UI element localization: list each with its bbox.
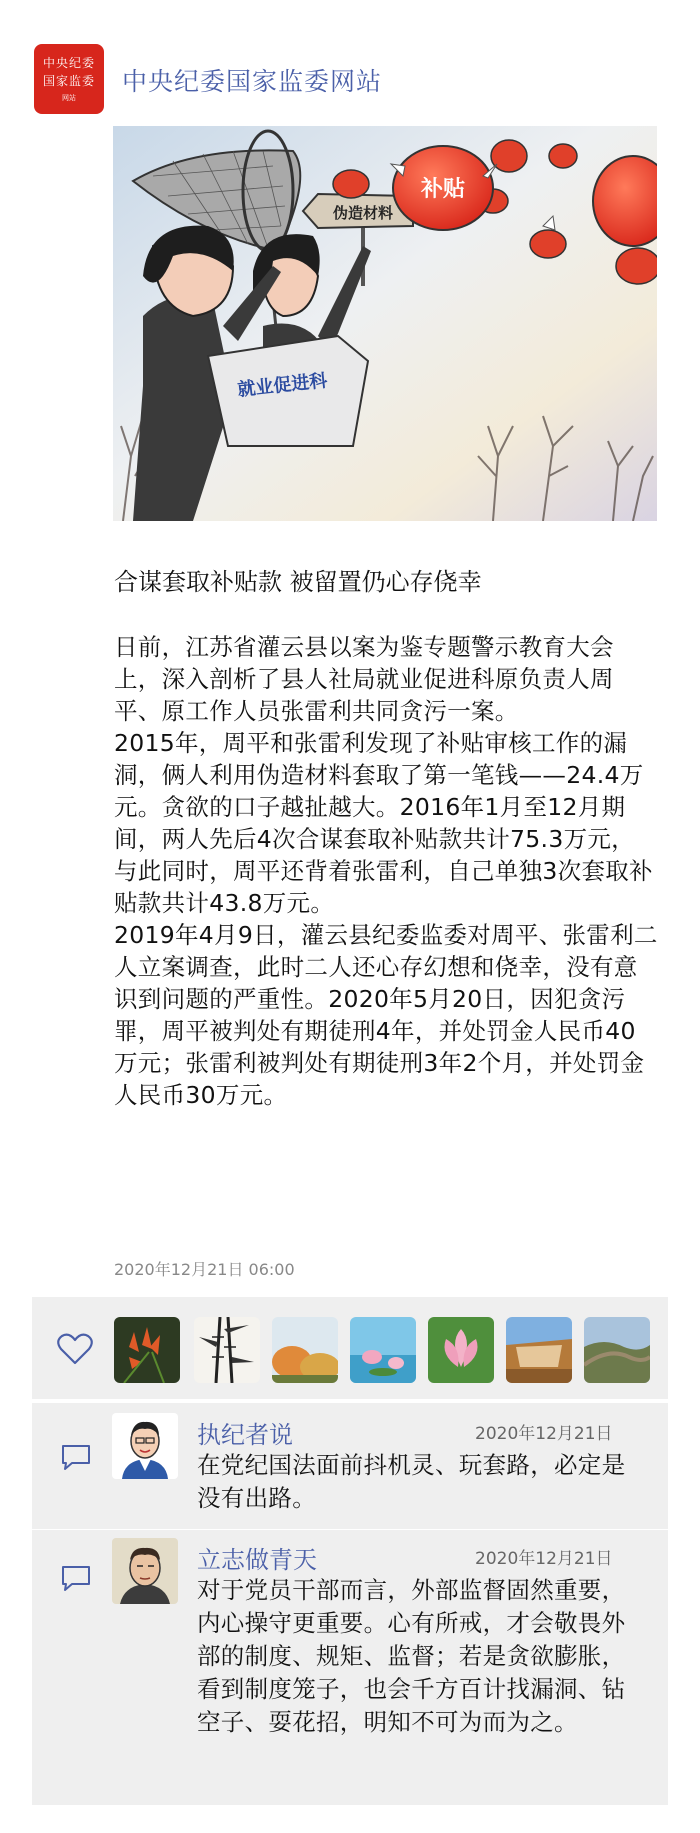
article-body (114, 631, 658, 1111)
comment-icon[interactable] (60, 1443, 92, 1471)
article-paragraph-3: 2019年4月9日，灌云县纪委监委对周平、张雷利二人立案调查，此时二人还心存幻想和侥幸，没有意识到问题的严重性。2020年5月20日，因犯贪污罪，周平被判处有期徒刑4年，并处罚金人民币40万元；张雷利被判处有期徒刑3年2个月，并处罚金人民币30万元。 (114, 921, 658, 1109)
bag-text: 补贴 (420, 177, 466, 202)
logo-line-2: 国家监委 (42, 74, 95, 88)
comment-item (32, 1530, 668, 1805)
comment-item (32, 1403, 668, 1529)
comment-icon[interactable] (60, 1564, 92, 1592)
great-wall-avatar[interactable] (584, 1317, 650, 1383)
comment-date: 2020年12月21日 (475, 1549, 613, 1569)
avatar[interactable] (112, 1413, 178, 1479)
comment-date: 2020年12月21日 (475, 1424, 613, 1444)
logo-line-1: 中央纪委 (42, 56, 95, 70)
avatar[interactable] (112, 1538, 178, 1604)
commenter-name[interactable]: 立志做青天 (197, 1546, 317, 1574)
article-illustration (113, 126, 657, 521)
autumn-tree-avatar[interactable] (272, 1317, 338, 1383)
lotus-pond-avatar[interactable] (350, 1317, 416, 1383)
desk-text: 就业促进科 (236, 370, 329, 401)
site-name[interactable]: 中央纪委国家监委网站 (122, 67, 383, 96)
employment-office-desk (208, 336, 368, 446)
lotus-flower-avatar[interactable] (428, 1317, 494, 1383)
article-title: 合谋套取补贴款 被留置仍心存侥幸 (114, 568, 482, 596)
article-paragraph-1: 日前，江苏省灌云县以案为鉴专题警示教育大会上，深入剖析了县人社局就业促进科原负责人周平、原工作人员张雷利共同贪污一案。 (114, 633, 614, 725)
logo-line-3: 网站 (62, 94, 76, 102)
comments-panel (32, 1403, 668, 1805)
bamboo-avatar[interactable] (194, 1317, 260, 1383)
commenter-name[interactable]: 执纪者说 (197, 1421, 293, 1449)
waterfall-avatar[interactable] (506, 1317, 572, 1383)
site-logo[interactable] (34, 44, 104, 114)
article-date: 2020年12月21日 06:00 (114, 1260, 295, 1279)
comment-text: 对于党员干部而言，外部监督固然重要，内心操守更重要。心有所戒，才会敬畏外部的制度、规矩、监督；若是贪欲膨胀，看到制度笼子，也会千方百计找漏洞、钻空子、耍花招，明知不可为而为之。 (197, 1576, 626, 1736)
sign-text: 伪造材料 (332, 204, 394, 222)
site-header (34, 44, 664, 114)
orchid-avatar[interactable] (114, 1317, 180, 1383)
heart-icon[interactable] (56, 1330, 94, 1368)
article-paragraph-2: 2015年，周平和张雷利发现了补贴审核工作的漏洞，俩人利用伪造材料套取了第一笔钱——24.4万元。贪欲的口子越扯越大。2016年1月至12月期间，两人先后4次合谋套取补贴款共计75.3万元，与此同时，周平还背着张雷利，自己单独3次套取补贴款共计43.8万元。 (114, 729, 653, 917)
likes-panel (32, 1297, 668, 1399)
comment-text: 在党纪国法面前抖机灵、玩套路，必定是没有出路。 (197, 1451, 626, 1512)
